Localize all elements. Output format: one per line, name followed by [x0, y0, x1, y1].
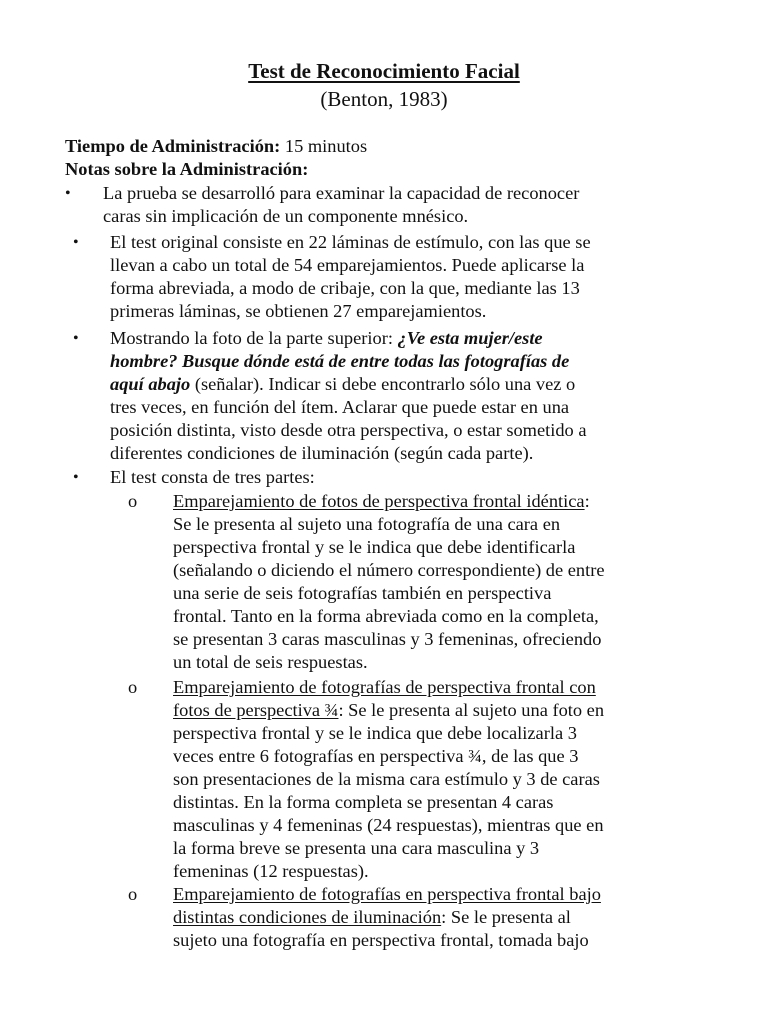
- text-line: primeras láminas, se obtienen 27 emparejamientos.: [110, 301, 487, 321]
- bullet-3-text: [110, 327, 587, 465]
- sub-bullet-icon: o: [128, 677, 138, 697]
- instruction-lead-text: Mostrando la foto de la parte superior:: [110, 328, 398, 348]
- bullet-icon: •: [65, 185, 71, 202]
- text-line: perspectiva frontal y se le indica que debe identificarla: [173, 537, 576, 557]
- instruction-prompt-text: aquí abajo: [110, 374, 191, 394]
- text-line: sujeto una fotografía en perspectiva frontal, tomada bajo: [173, 930, 589, 950]
- administration-time-label: Tiempo de Administración:: [65, 136, 281, 156]
- bullet-icon: •: [73, 330, 79, 347]
- text-line: veces entre 6 fotografías en perspectiva ¾, de las que 3: [173, 746, 579, 766]
- subitem-heading-tail: : Se le presenta al: [441, 907, 571, 927]
- subitem-1-text: [173, 490, 605, 674]
- bullet-icon: •: [73, 469, 79, 486]
- text-line: [110, 373, 587, 396]
- administration-time-line: [65, 135, 367, 158]
- bullet-icon: •: [73, 234, 79, 251]
- text-line: la forma breve se presenta una cara masculina y 3: [173, 838, 540, 858]
- text-line: tres veces, en función del ítem. Aclarar que puede estar en una: [110, 397, 570, 417]
- sub-bullet-icon: o: [128, 491, 138, 511]
- document-title: [0, 57, 768, 85]
- text-line: caras sin implicación de un componente mnésico.: [103, 206, 469, 226]
- text-line: distintas. En la forma completa se presentan 4 caras: [173, 792, 554, 812]
- subitem-heading: Emparejamiento de fotos de perspectiva frontal idéntica: [173, 491, 585, 511]
- bullet-4-text: [110, 466, 315, 489]
- text-line: El test consta de tres partes:: [110, 467, 315, 487]
- text-line: Se le presenta al sujeto una fotografía de una cara en: [173, 514, 561, 534]
- instruction-prompt-text: ¿Ve esta mujer/este: [397, 328, 543, 348]
- text-line: femeninas (12 respuestas).: [173, 861, 369, 881]
- sub-bullet-icon: o: [128, 884, 138, 904]
- text-line: un total de seis respuestas.: [173, 652, 368, 672]
- subitem-heading: distintas condiciones de iluminación: [173, 907, 442, 927]
- subitem-3-text: [173, 883, 601, 952]
- subitem-2-text: [173, 676, 604, 883]
- text-line: frontal. Tanto en la forma abreviada como en la completa,: [173, 606, 599, 626]
- subitem-heading: Emparejamiento de fotografías en perspectiva frontal bajo: [173, 884, 601, 904]
- text-line: [173, 906, 601, 929]
- bullet-2-text: [110, 231, 591, 323]
- text-line: perspectiva frontal y se le indica que debe localizarla 3: [173, 723, 577, 743]
- text-line: posición distinta, visto desde otra perspectiva, o estar sometido a: [110, 420, 587, 440]
- text-line: (señalando o diciendo el número correspondiente) de entre: [173, 560, 605, 580]
- text-line: [173, 699, 604, 722]
- text-line: llevan a cabo un total de 54 emparejamientos. Puede aplicarse la: [110, 255, 585, 275]
- subitem-heading: Emparejamiento de fotografías de perspectiva frontal con: [173, 677, 596, 697]
- instruction-prompt-text: hombre? Busque dónde está de entre todas las fotografías de: [110, 351, 570, 371]
- administration-time-value: 15 minutos: [284, 136, 368, 156]
- text-line: El test original consiste en 22 láminas de estímulo, con las que se: [110, 232, 591, 252]
- text-line: [110, 327, 587, 350]
- document-subtitle: (Benton, 1983): [320, 87, 448, 111]
- administration-notes-heading: Notas sobre la Administración:: [65, 159, 309, 179]
- text-line: forma abreviada, a modo de cribaje, con la que, mediante las 13: [110, 278, 580, 298]
- text-line: [173, 490, 605, 513]
- text-line: diferentes condiciones de iluminación (según cada parte).: [110, 443, 534, 463]
- instruction-tail-text: (señalar). Indicar si debe encontrarlo sólo una vez o: [190, 374, 576, 394]
- subitem-heading: fotos de perspectiva ¾: [173, 700, 339, 720]
- bullet-1-text: [103, 182, 579, 228]
- text-line: se presentan 3 caras masculinas y 3 femeninas, ofreciendo: [173, 629, 602, 649]
- text-line: una serie de seis fotografías también en perspectiva: [173, 583, 552, 603]
- text-line: La prueba se desarrolló para examinar la capacidad de reconocer: [103, 183, 580, 203]
- text-line: masculinas y 4 femeninas (24 respuestas), mientras que en: [173, 815, 604, 835]
- document-title-text: Test de Reconocimiento Facial: [248, 59, 520, 83]
- subitem-heading-tail: : Se le presenta al sujeto una foto en: [338, 700, 605, 720]
- text-line: son presentaciones de la misma cara estímulo y 3 de caras: [173, 769, 600, 789]
- subitem-heading-tail: :: [584, 491, 590, 511]
